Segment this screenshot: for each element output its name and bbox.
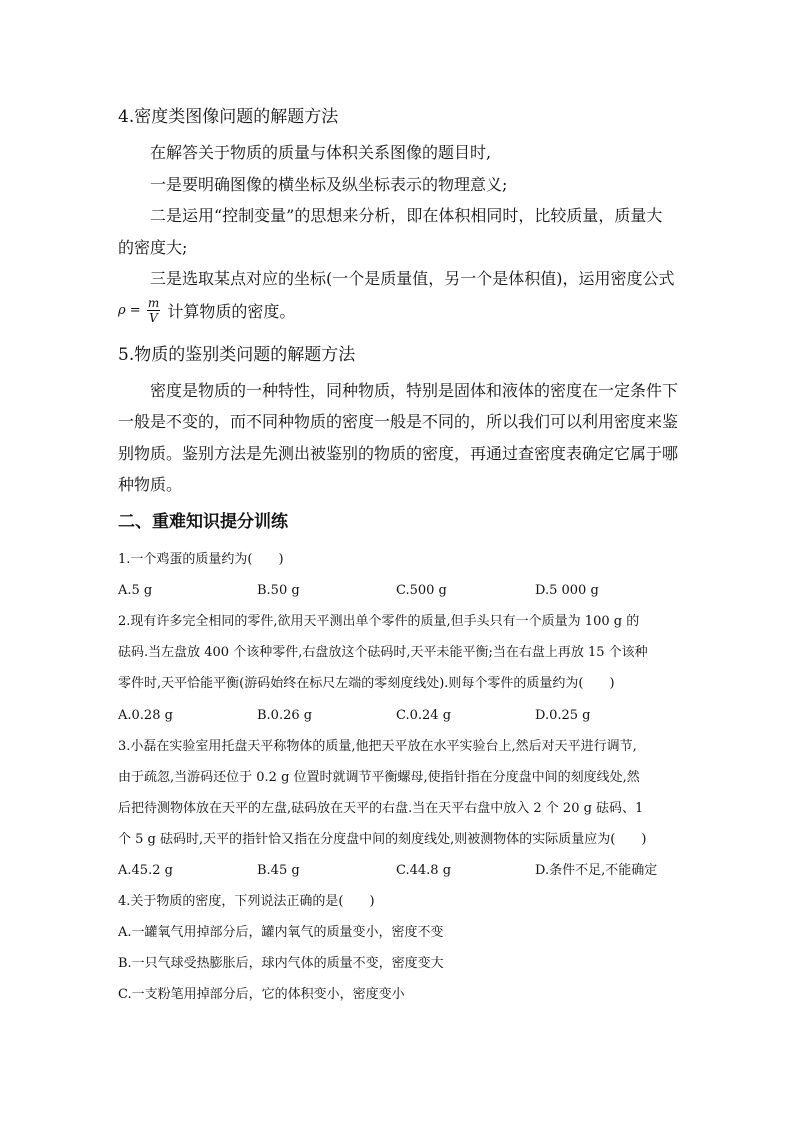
q4-option-c: C.一支粉笔用掉部分后，它的体积变小，密度变小 — [118, 987, 405, 1002]
q3-option-a: A.45.2 g — [118, 863, 173, 878]
paragraph-line: 别物质。鉴别方法是先测出被鉴别的物质的密度，再通过查密度表确定它属于哪 — [118, 444, 679, 463]
section-4-heading: 4.密度类图像问题的解题方法 — [118, 107, 339, 127]
formula-numerator: m — [147, 296, 160, 310]
question-2-line: 零件时,天平恰能平衡(游码始终在标尺左端的零刻度线处).则每个零件的质量约为( ) — [118, 676, 615, 691]
question-3-line: 3.小磊在实验室用托盘天平称物体的质量,他把天平放在水平实验台上,然后对天平进行调节, — [118, 739, 637, 754]
question-2-line: 2.现有许多完全相同的零件,欲用天平测出单个零件的质量,但手头只有一个质量为 100 g 的 — [118, 614, 640, 629]
question-3-line: 个 5 g 砝码时,天平的指针恰又指在分度盘中间的刻度线处,则被测物体的实际质量应为( ) — [118, 832, 647, 847]
q3-option-d: D.条件不足,不能确定 — [535, 863, 658, 878]
question-2-line: 砝码.当左盘放 400 个该种零件,右盘放这个砝码时,天平未能平衡;当在右盘上再放 15 个该种 — [118, 645, 648, 660]
q1-option-d: D.5 000 g — [535, 583, 599, 598]
paragraph-line: 一是要明确图像的横坐标及纵坐标表示的物理意义; — [150, 175, 508, 194]
formula-rho: ρ = — [118, 303, 141, 318]
q1-option-b: B.50 g — [257, 583, 300, 598]
section-2-heading: 二、重难知识提分训练 — [118, 512, 288, 532]
q1-option-a: A.5 g — [118, 583, 153, 598]
question-1-stem: 1.一个鸡蛋的质量约为( ) — [118, 552, 284, 567]
paragraph-line: 在解答关于物质的质量与体积关系图像的题目时, — [150, 143, 492, 162]
q2-option-b: B.0.26 g — [257, 708, 313, 723]
paragraph-line: 一般是不变的，而不同种物质的密度一般是不同的，所以我们可以利用密度来鉴 — [118, 412, 679, 431]
q4-option-b: B.一只气球受热膨胀后，球内气体的质量不变，密度变大 — [118, 956, 444, 971]
question-3-line: 后把待测物体放在天平的左盘,砝码放在天平的右盘.当在天平右盘中放入 2 个 20 g 砝码、1 — [118, 801, 644, 816]
paragraph-line: 二是运用“控制变量”的思想来分析，即在体积相同时，比较质量，质量大 — [150, 206, 663, 225]
paragraph-line: 密度是物质的一种特性，同种物质，特别是固体和液体的密度在一定条件下 — [150, 381, 679, 400]
formula-denominator: V — [149, 311, 158, 325]
q4-option-a: A.一罐氧气用掉部分后，罐内氧气的质量变小，密度不变 — [118, 925, 444, 940]
formula-caption: 计算物质的密度。 — [167, 302, 296, 321]
question-3-line: 由于疏忽,当游码还位于 0.2 g 位置时就调节平衡螺母,使指针指在分度盘中间的刻度线处,然 — [118, 770, 640, 785]
q3-option-b: B.45 g — [257, 863, 300, 878]
section-5-heading: 5.物质的鉴别类问题的解题方法 — [118, 345, 356, 365]
question-4-stem: 4.关于物质的密度，下列说法正确的是( ) — [118, 894, 375, 909]
formula-fraction — [147, 296, 160, 325]
density-formula — [118, 296, 295, 325]
q3-option-c: C.44.8 g — [396, 863, 452, 878]
paragraph-line: 三是选取某点对应的坐标(一个是质量值，另一个是体积值)，运用密度公式 — [150, 269, 675, 288]
paragraph-line: 的密度大; — [118, 238, 188, 257]
q1-option-c: C.500 g — [396, 583, 447, 598]
paragraph-line: 种物质。 — [118, 475, 183, 494]
q2-option-c: C.0.24 g — [396, 708, 452, 723]
q2-option-d: D.0.25 g — [535, 708, 591, 723]
q2-option-a: A.0.28 g — [118, 708, 173, 723]
